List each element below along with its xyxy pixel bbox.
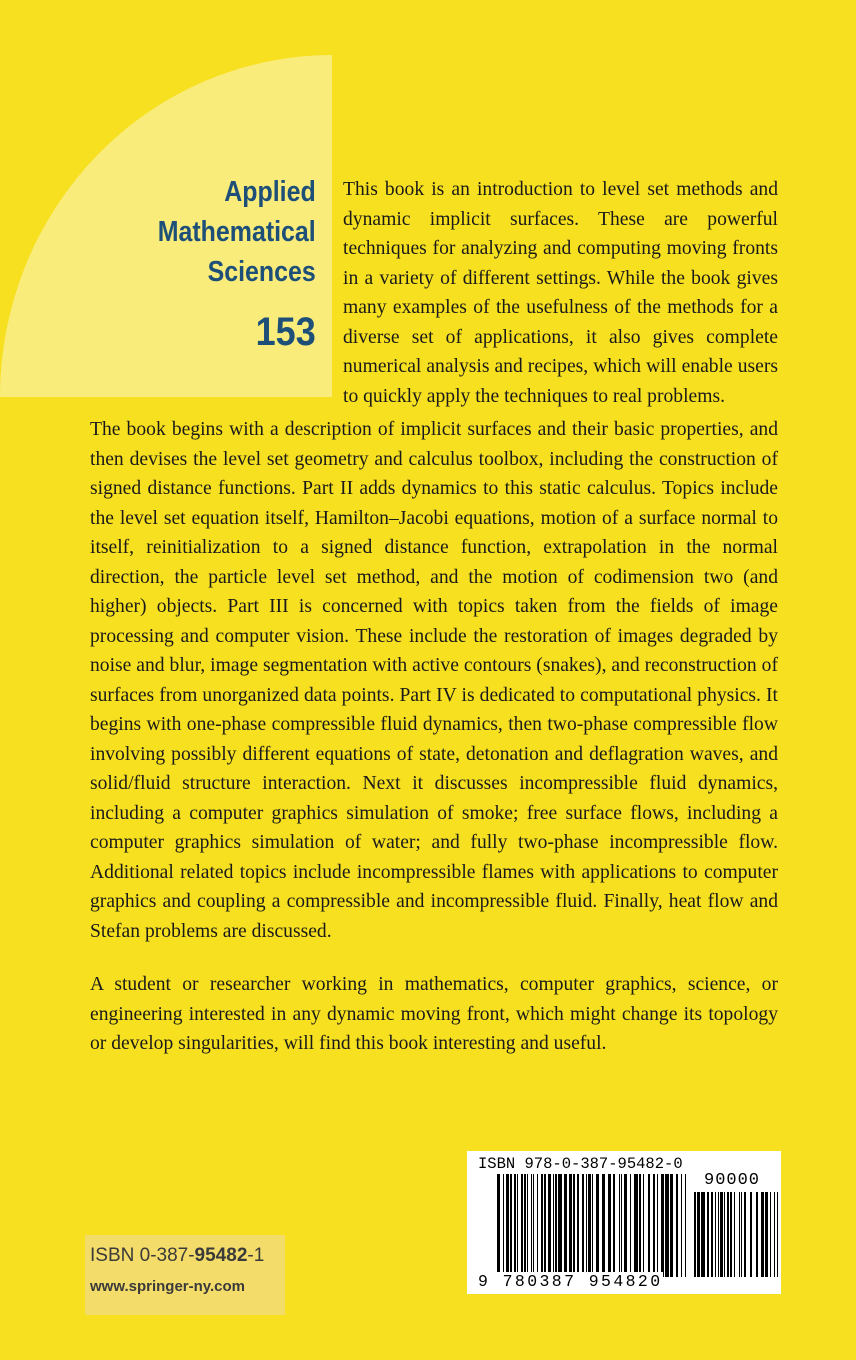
- barcode-bar: [497, 1174, 500, 1277]
- barcode-bar: [685, 1174, 686, 1277]
- barcode-bar: [531, 1174, 532, 1277]
- barcode-bar: [761, 1192, 764, 1277]
- barcode-bar: [750, 1192, 752, 1277]
- isbn-bold-part: 95482: [194, 1245, 248, 1266]
- barcode-bar: [527, 1174, 528, 1277]
- barcode-bar: [564, 1174, 567, 1277]
- barcode-bar: [777, 1192, 778, 1277]
- barcode-bar: [657, 1174, 658, 1277]
- barcode-bar: [608, 1174, 611, 1277]
- barcode-bar: [619, 1174, 620, 1277]
- series-title-line-1: Applied: [224, 176, 316, 208]
- barcode-bar: [665, 1174, 669, 1277]
- intro-paragraph: This book is an introduction to level set methods and dynamic implicit surfaces. These are powerful techniques for analyzing and computing moving fronts in a variety of different settings. While the book gives many examples of the usefulness of the methods for a diverse set of applications, it also gives complete numerical analysis and recipes, which will enable users to quickly apply the techniques to real problems.: [343, 179, 778, 407]
- barcode-bar: [681, 1174, 682, 1277]
- barcode-bar: [555, 1174, 557, 1277]
- barcode-bar: [739, 1192, 740, 1277]
- isbn-suffix: -1: [247, 1245, 265, 1266]
- series-title-line-2: Mathematical: [157, 216, 316, 248]
- barcode-bar: [533, 1174, 534, 1277]
- publisher-url: www.springer-ny.com: [90, 1278, 246, 1295]
- barcode-bar: [602, 1174, 605, 1277]
- barcode-bar: [582, 1174, 584, 1277]
- barcode-bar: [514, 1174, 516, 1277]
- barcode-bar: [541, 1174, 543, 1277]
- barcode-bar: [765, 1192, 768, 1277]
- barcode-label: [467, 1151, 781, 1294]
- audience-paragraph: A student or researcher working in mathematics, computer graphics, science, or engineering interested in any dynamic moving front, which might change its topology or develop singularities, will find this book interesting and useful.: [90, 974, 778, 1054]
- barcode-bar: [756, 1192, 758, 1277]
- barcode-bar: [734, 1192, 735, 1277]
- barcode-bar: [711, 1192, 713, 1277]
- barcode-bar: [639, 1174, 641, 1277]
- isbn-10: [90, 1245, 264, 1267]
- barcode-isbn-text: ISBN 978-0-387-95482-0: [478, 1155, 683, 1173]
- barcode-bar: [521, 1174, 523, 1277]
- publisher-isbn-block: [85, 1235, 285, 1315]
- barcode-bar: [613, 1174, 615, 1277]
- isbn-prefix: ISBN 0-387-: [90, 1245, 195, 1266]
- barcode-bar: [630, 1174, 631, 1277]
- barcode-bar: [701, 1192, 705, 1277]
- barcode-bar: [648, 1174, 650, 1277]
- barcode-bar: [503, 1174, 504, 1277]
- series-block: [132, 172, 316, 355]
- barcode-bar: [697, 1192, 700, 1277]
- barcode-bar: [770, 1192, 771, 1277]
- barcode-bar: [577, 1174, 579, 1277]
- barcode-bar: [544, 1174, 546, 1277]
- barcode-bar: [558, 1174, 562, 1277]
- barcode-bar: [694, 1192, 696, 1277]
- barcode-bar: [634, 1174, 638, 1277]
- barcode-bar: [548, 1174, 551, 1277]
- barcode-bar: [707, 1192, 709, 1277]
- barcode-bar: [720, 1192, 723, 1277]
- barcode-bar: [586, 1174, 587, 1277]
- series-number: 153: [255, 310, 316, 354]
- ean-digits: 9 780387 954820: [478, 1272, 663, 1291]
- barcode-bar: [621, 1174, 622, 1277]
- barcode-bar: [592, 1174, 593, 1277]
- barcode-bar: [524, 1174, 526, 1277]
- barcode-bar: [730, 1192, 732, 1277]
- barcode-bar: [653, 1174, 655, 1277]
- barcode-bar: [643, 1174, 644, 1277]
- barcode-bar: [727, 1192, 729, 1277]
- barcode-bar: [741, 1192, 742, 1277]
- barcode-bar: [724, 1192, 725, 1277]
- barcode-bar: [676, 1174, 678, 1277]
- barcode-bar: [670, 1174, 673, 1277]
- barcode-bar: [718, 1192, 719, 1277]
- barcode-bar: [537, 1174, 538, 1277]
- body-paragraph: The book begins with a description of implicit surfaces and their basic properties, and then devises the level set geometry and calculus toolbox, including the construction of signed distance functions. Part II adds dynamics to this static calculus. Topics include the level set equation itself, Hamilton–Jacobi equations, motion of a surface normal to itself, reinitialization to a signed distance function, extrapolation in the normal direction, the particle level set method, and the motion of codimension two (and higher) objects. Part III is concerned with topics taken from the fields of image processing and computer vision. These include the restoration of images degraded by noise and blur, image segmentation with active contours (snakes), and reconstruction of surfaces from unorganized data points. Part IV is dedicated to computational physics. It begins with one-phase compressible fluid dynamics, then two-phase compressible flow involving possibly different equations of state, detonation and deflagration waves, and solid/fluid structure interaction. Next it discusses incompressible fluid dynamics, including a computer graphics simulation of smoke; free surface flows, including a computer graphics simulation of water; and fully two-phase incompressible flow. Additional related topics include incompressible flames with applications to computer graphics and coupling a compressible and incompressible fluid. Finally, heat flow and Stefan problems are discussed.: [90, 419, 778, 942]
- barcode-bar: [573, 1174, 575, 1277]
- ean-barcode: [497, 1174, 690, 1277]
- barcode-bar: [588, 1174, 591, 1277]
- price-code: 90000: [704, 1171, 761, 1190]
- barcode-bar: [553, 1174, 554, 1277]
- series-title-line-3: Sciences: [207, 256, 316, 288]
- barcode-bar: [624, 1174, 627, 1277]
- barcode-bar: [744, 1192, 746, 1277]
- barcode-bar: [510, 1174, 512, 1277]
- barcode-bar: [774, 1192, 775, 1277]
- price-addon-barcode: [694, 1192, 778, 1277]
- barcode-bar: [569, 1174, 572, 1277]
- barcode-bar: [517, 1174, 518, 1277]
- barcode-bar: [715, 1192, 716, 1277]
- barcode-bar: [506, 1174, 509, 1277]
- barcode-bar: [661, 1174, 664, 1277]
- barcode-bar: [596, 1174, 599, 1277]
